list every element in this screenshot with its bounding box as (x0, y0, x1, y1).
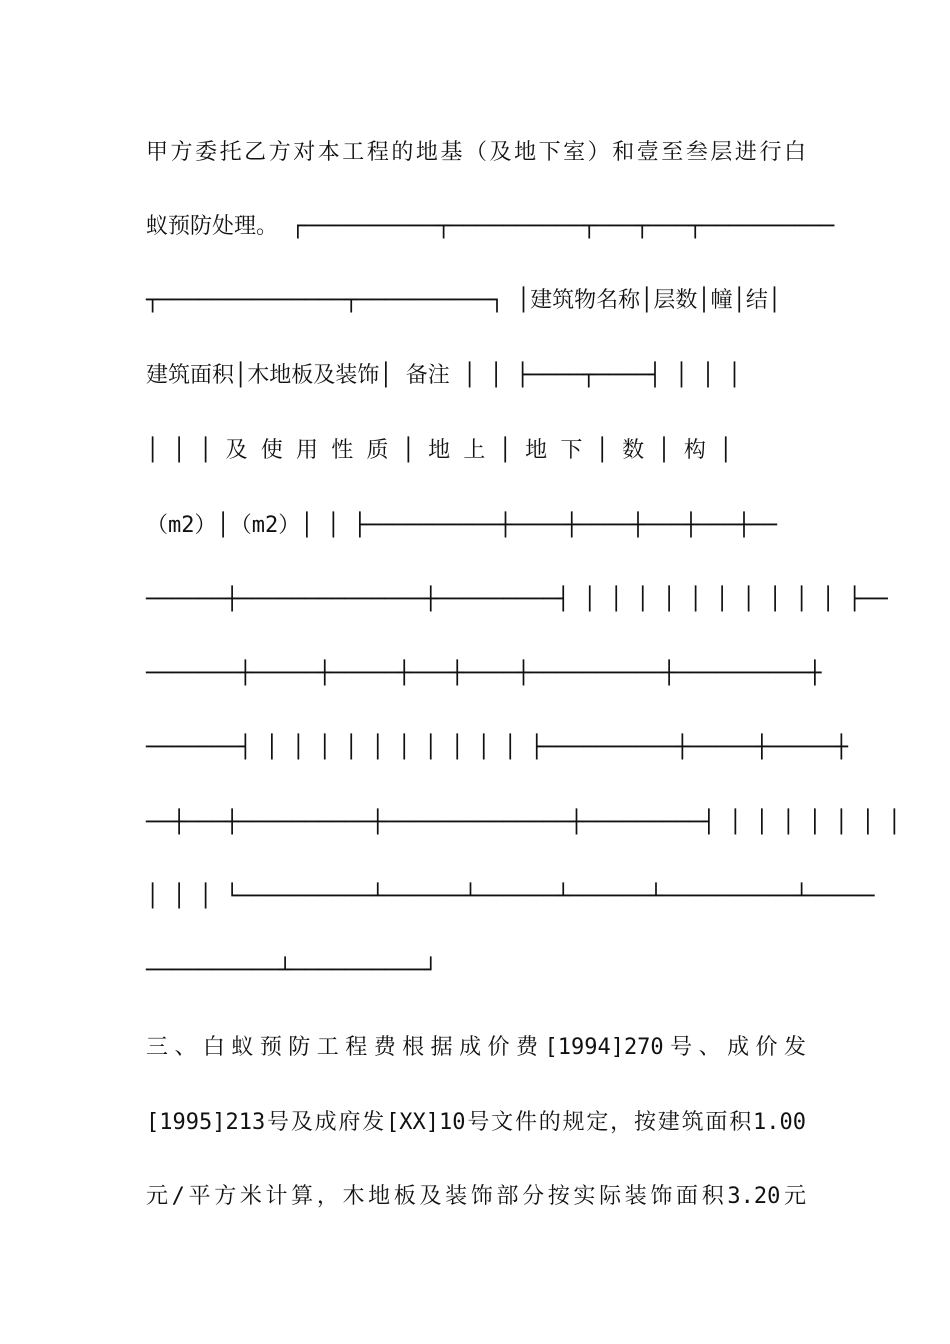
table-border-line: │ │ │ └──────────┴──────┴──────┴──────┴──────────┴───── (146, 884, 875, 909)
paragraph-line: 元/平方米计算，木地板及装饰部分按实际装饰面积3.20元 (146, 1184, 806, 1209)
paragraph-line: 甲方委托乙方对本工程的地基（及地下室）和壹至叁层进行白 (146, 140, 806, 165)
table-border-line: （m2）│（m2）│ │ ├──────────┼────┼────┼───┼───┼── (146, 513, 778, 538)
table-border-line: ──┼───┼──────────┼──────────────┼─────────┤ │ │ │ │ │ │ │ (146, 810, 901, 835)
table-border-line: ┬──────────────┬──────────┐ │建筑物名称│层数│幢│结│ (146, 288, 782, 313)
table-border-line: 蚁预防处理。 ┌──────────┬──────────┬───┬───┬────────── (146, 214, 835, 239)
paragraph-line: [1995]213号及成府发[XX]10号文件的规定，按建筑面积1.00 (146, 1110, 806, 1135)
table-border-line: ──────────┴──────────┘ (146, 958, 438, 983)
paragraph-line: 三、白蚁预防工程费根据成价费[1994]270号、成价发 (146, 1035, 806, 1060)
table-header-line: 建筑面积│木地板及装饰│ 备注 │ │ ├────┬────┤ │ │ │ (146, 363, 742, 388)
table-border-line: ───────┤ │ │ │ │ │ │ │ │ │ │ ├──────────┼─────┼─────┼ (146, 735, 848, 760)
table-border-line: ──────┼──────────────┼─────────┤ │ │ │ │ │ │ │ │ │ │ ├── (146, 587, 888, 612)
table-header-line: │ │ │ 及 使 用 性 质 │ 地 上 │ 地 下 │ 数 │ 构 │ (146, 438, 733, 463)
table-border-line: ───────┼─────┼─────┼───┼────┼──────────┼──────────┼ (146, 661, 822, 686)
